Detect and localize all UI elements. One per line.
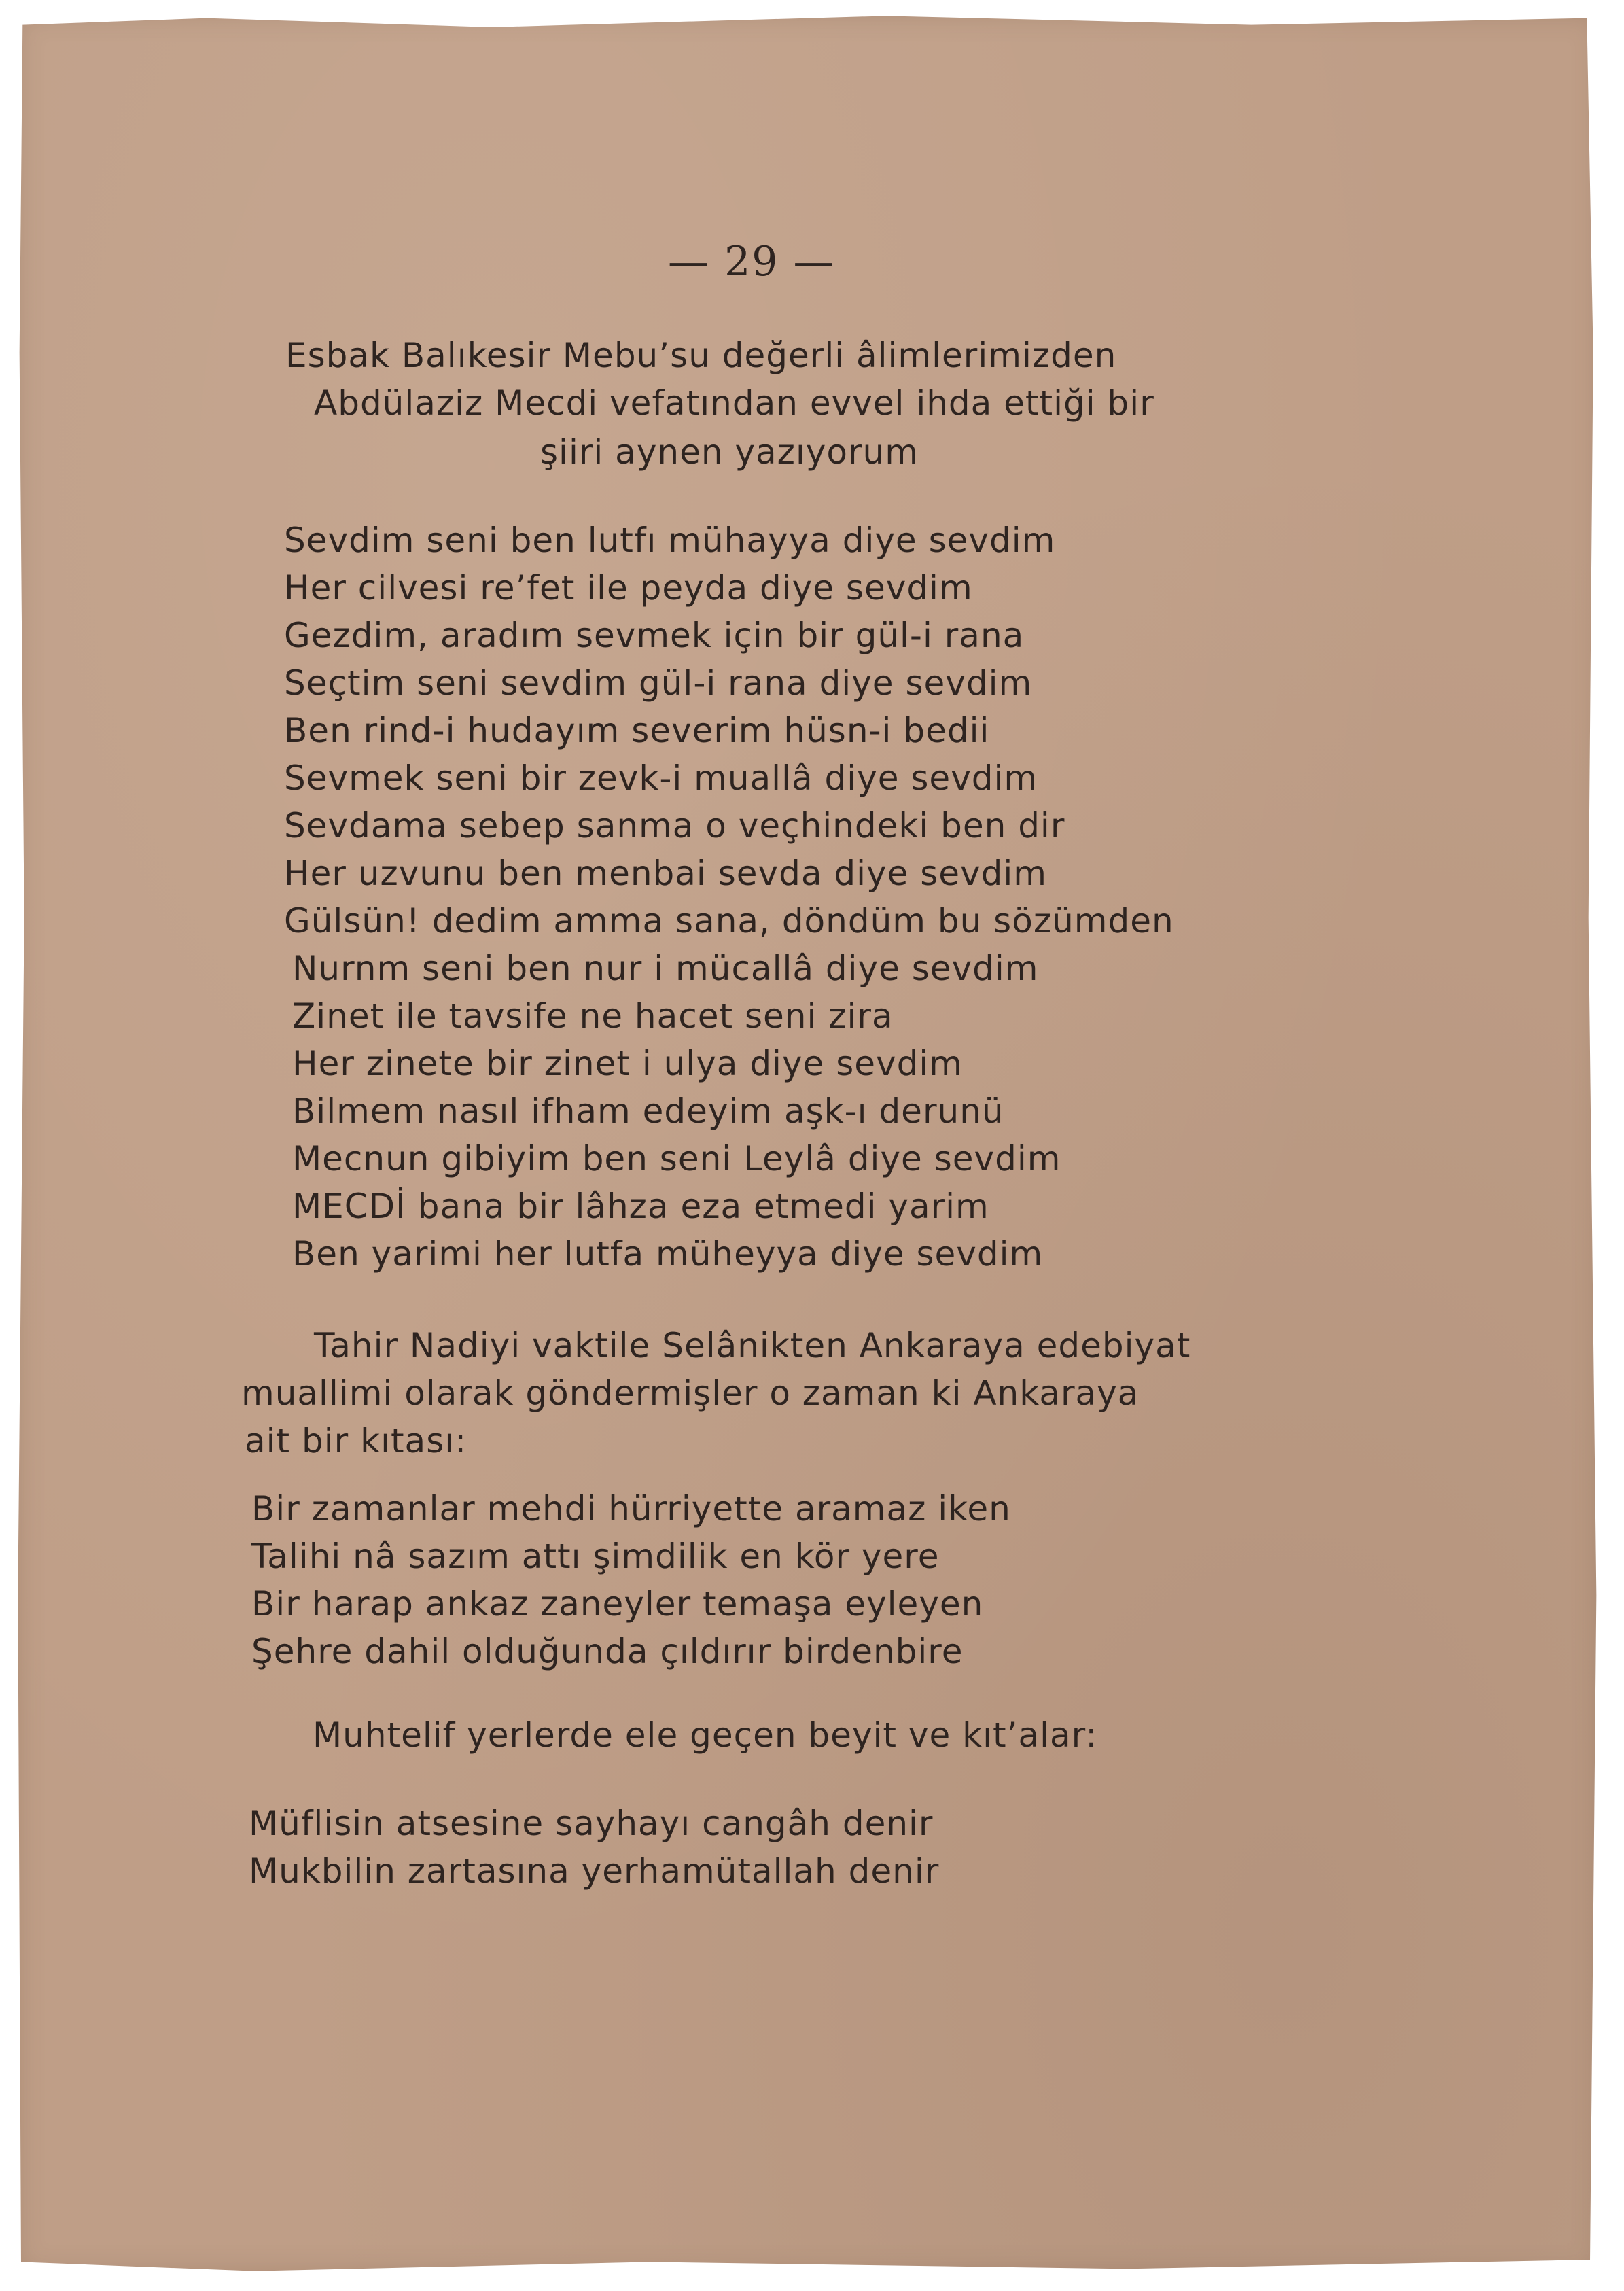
verse-line: Bir harap ankaz zaneyler temaşa eyleyen: [251, 1584, 984, 1624]
poem-line: Sevdama sebep sanma o veçhindeki ben dir: [284, 806, 1065, 845]
poem-line: Nurnm seni ben nur i mücallâ diye sevdim: [292, 949, 1039, 988]
section-heading: Muhtelif yerlerde ele geçen beyit ve kıt’alar:: [313, 1715, 1098, 1755]
paragraph-line: ait bir kıtası:: [245, 1421, 467, 1461]
poem-line: Her cilvesi re’fet ile peyda diye sevdim: [284, 568, 973, 608]
poem-line: Sevdim seni ben lutfı mühayya diye sevdim: [284, 521, 1056, 560]
verse-line: Şehre dahil olduğunda çıldırır birdenbire: [251, 1632, 964, 1671]
verse-line: Bir zamanlar mehdi hürriyette aramaz iken: [251, 1489, 1011, 1528]
poem-line: Zinet ile tavsife ne hacet seni zira: [292, 996, 894, 1036]
poem-line: Seçtim seni sevdim gül-i rana diye sevdim: [284, 663, 1033, 703]
intro-line: Esbak Balıkesir Mebu’su değerli âlimlerimizden: [285, 336, 1117, 375]
poem-line: MECDİ bana bir lâhza eza etmedi yarim: [292, 1187, 989, 1226]
poem-line: Bilmem nasıl ifham edeyim aşk-ı derunü: [292, 1091, 1004, 1131]
poem-line: Ben rind-i hudayım severim hüsn-i bedii: [284, 711, 990, 750]
poem-line: Sevmek seni bir zevk-i muallâ diye sevdim: [284, 758, 1038, 798]
paragraph-line: muallimi olarak göndermişler o zaman ki Ankaraya: [241, 1374, 1140, 1413]
verse-line: Talihi nâ sazım attı şimdilik en kör yere: [251, 1537, 940, 1576]
poem-line: Gülsün! dedim amma sana, döndüm bu sözümden: [284, 901, 1174, 941]
couplet-line: Mukbilin zartasına yerhamütallah denir: [249, 1851, 940, 1891]
intro-line: şiiri aynen yazıyorum: [540, 432, 919, 472]
poem-line: Her uzvunu ben menbai sevda diye sevdim: [284, 854, 1047, 893]
poem-line: Mecnun gibiyim ben seni Leylâ diye sevdim: [292, 1139, 1061, 1178]
paragraph-line: Tahir Nadiyi vaktile Selânikten Ankaraya edebiyat: [314, 1326, 1191, 1365]
page-number: — 29 —: [668, 238, 836, 285]
poem-line: Gezdim, aradım sevmek için bir gül-i rana: [284, 616, 1025, 655]
poem-line: Her zinete bir zinet i ulya diye sevdim: [292, 1044, 963, 1083]
poem-line: Ben yarimi her lutfa müheyya diye sevdim: [292, 1234, 1044, 1274]
intro-line: Abdülaziz Mecdi vefatından evvel ihda ettiği bir: [314, 383, 1154, 423]
couplet-line: Müflisin atsesine sayhayı cangâh denir: [249, 1804, 934, 1843]
